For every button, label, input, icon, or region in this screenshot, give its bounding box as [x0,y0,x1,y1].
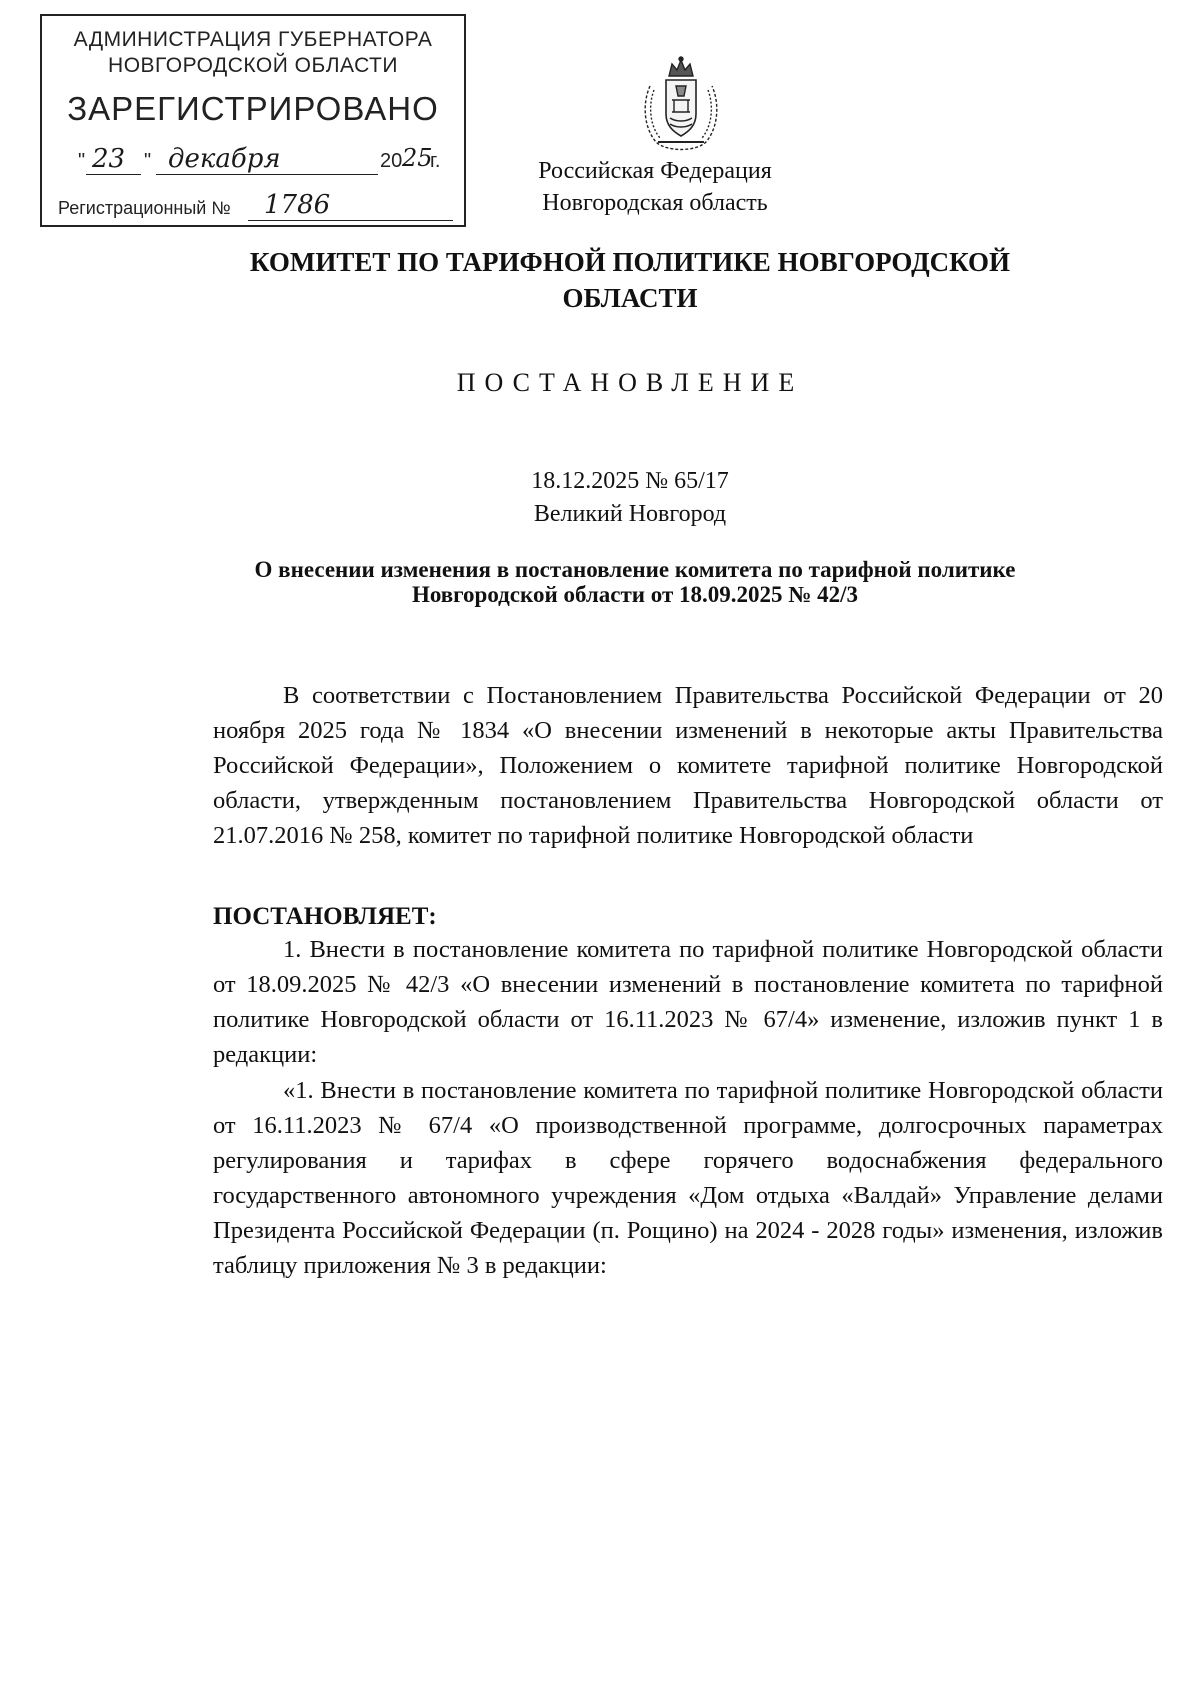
stamp-month: декабря [168,144,281,174]
quoted-item-block [213,1073,1163,1283]
stamp-line-administration: АДМИНИСТРАЦИЯ ГУБЕРНАТОРА [73,28,433,51]
stamp-year-suffix: 25 [402,144,433,172]
coat-of-arms-emblem [636,56,726,156]
city-name: Великий Новгород [533,501,727,527]
stamp-year-unit: г. [430,150,441,172]
registration-stamp [40,14,466,227]
document-number-block [400,465,860,531]
region-name: Новгородская область [542,190,768,216]
resolves-heading: ПОСТАНОВЛЯЕТ: [213,903,437,930]
item-1-block [213,932,1163,1072]
stamp-registration-row [58,190,458,224]
document-subject: О внесении изменения в постановление комитета по тарифной политике Новгородской области от 18.09.2025 № 42/3 [254,557,1016,607]
item-1-paragraph: 1. Внести в постановление комитета по тарифной политике Новгородской области от 18.09.2025 № 42/3 «О внесении изменений в постановление комитета по тарифной политике Новгородской области от 16.11.2023 № 67/4» изменение, изложив пункт 1 в редакции: [213,936,1163,1068]
preamble-block [213,678,1163,853]
preamble-paragraph: В соответствии с Постановлением Правительства Российской Федерации от 20 ноября 2025 года № 1834 «О внесении изменений в некоторые акты Правительства Российской Федерации», Положением о комитете тарифной политике Новгородской области, утвержденным постановлением Правительства Новгородской области от 21.07.2016 № 258, комитет по тарифной политике Новгородской области [213,682,1163,849]
stamp-reg-label: Регистрационный № [58,198,231,218]
stamp-year-prefix: 20 [380,150,403,172]
country-region-block [505,155,805,219]
quoted-item-paragraph: «1. Внести в постановление комитета по тарифной политике Новгородской области от 16.11.2023 № 67/4 «О производственной программе, долгосрочных параметрах регулирования и тарифах в сфере горячего водоснабжения федерального государственного автономного учреждения «Дом отдыха «Валдай» Управление делами Президента Российской Федерации (п. Рощино) на 2024 - 2028 годы» изменения, изложив таблицу приложения № 3 в редакции: [213,1077,1163,1279]
document-number: 18.12.2025 № 65/17 [531,468,729,494]
stamp-date-row: " 23 " декабря 20 25 г. [78,144,441,174]
stamp-line-region: НОВГОРОДСКОЙ ОБЛАСТИ [108,54,398,77]
stamp-day: 23 [92,144,126,174]
document-type: ПОСТАНОВЛЕНИЕ [456,368,804,397]
stamp-registered-label: ЗАРЕГИСТРИРОВАНО [67,90,439,127]
stamp-reg-number: 1786 [264,190,331,220]
country-name: Российская Федерация [538,158,772,184]
committee-title: КОМИТЕТ ПО ТАРИФНОЙ ПОЛИТИКЕ НОВГОРОДСКОЙ ОБЛАСТИ [249,247,1011,313]
